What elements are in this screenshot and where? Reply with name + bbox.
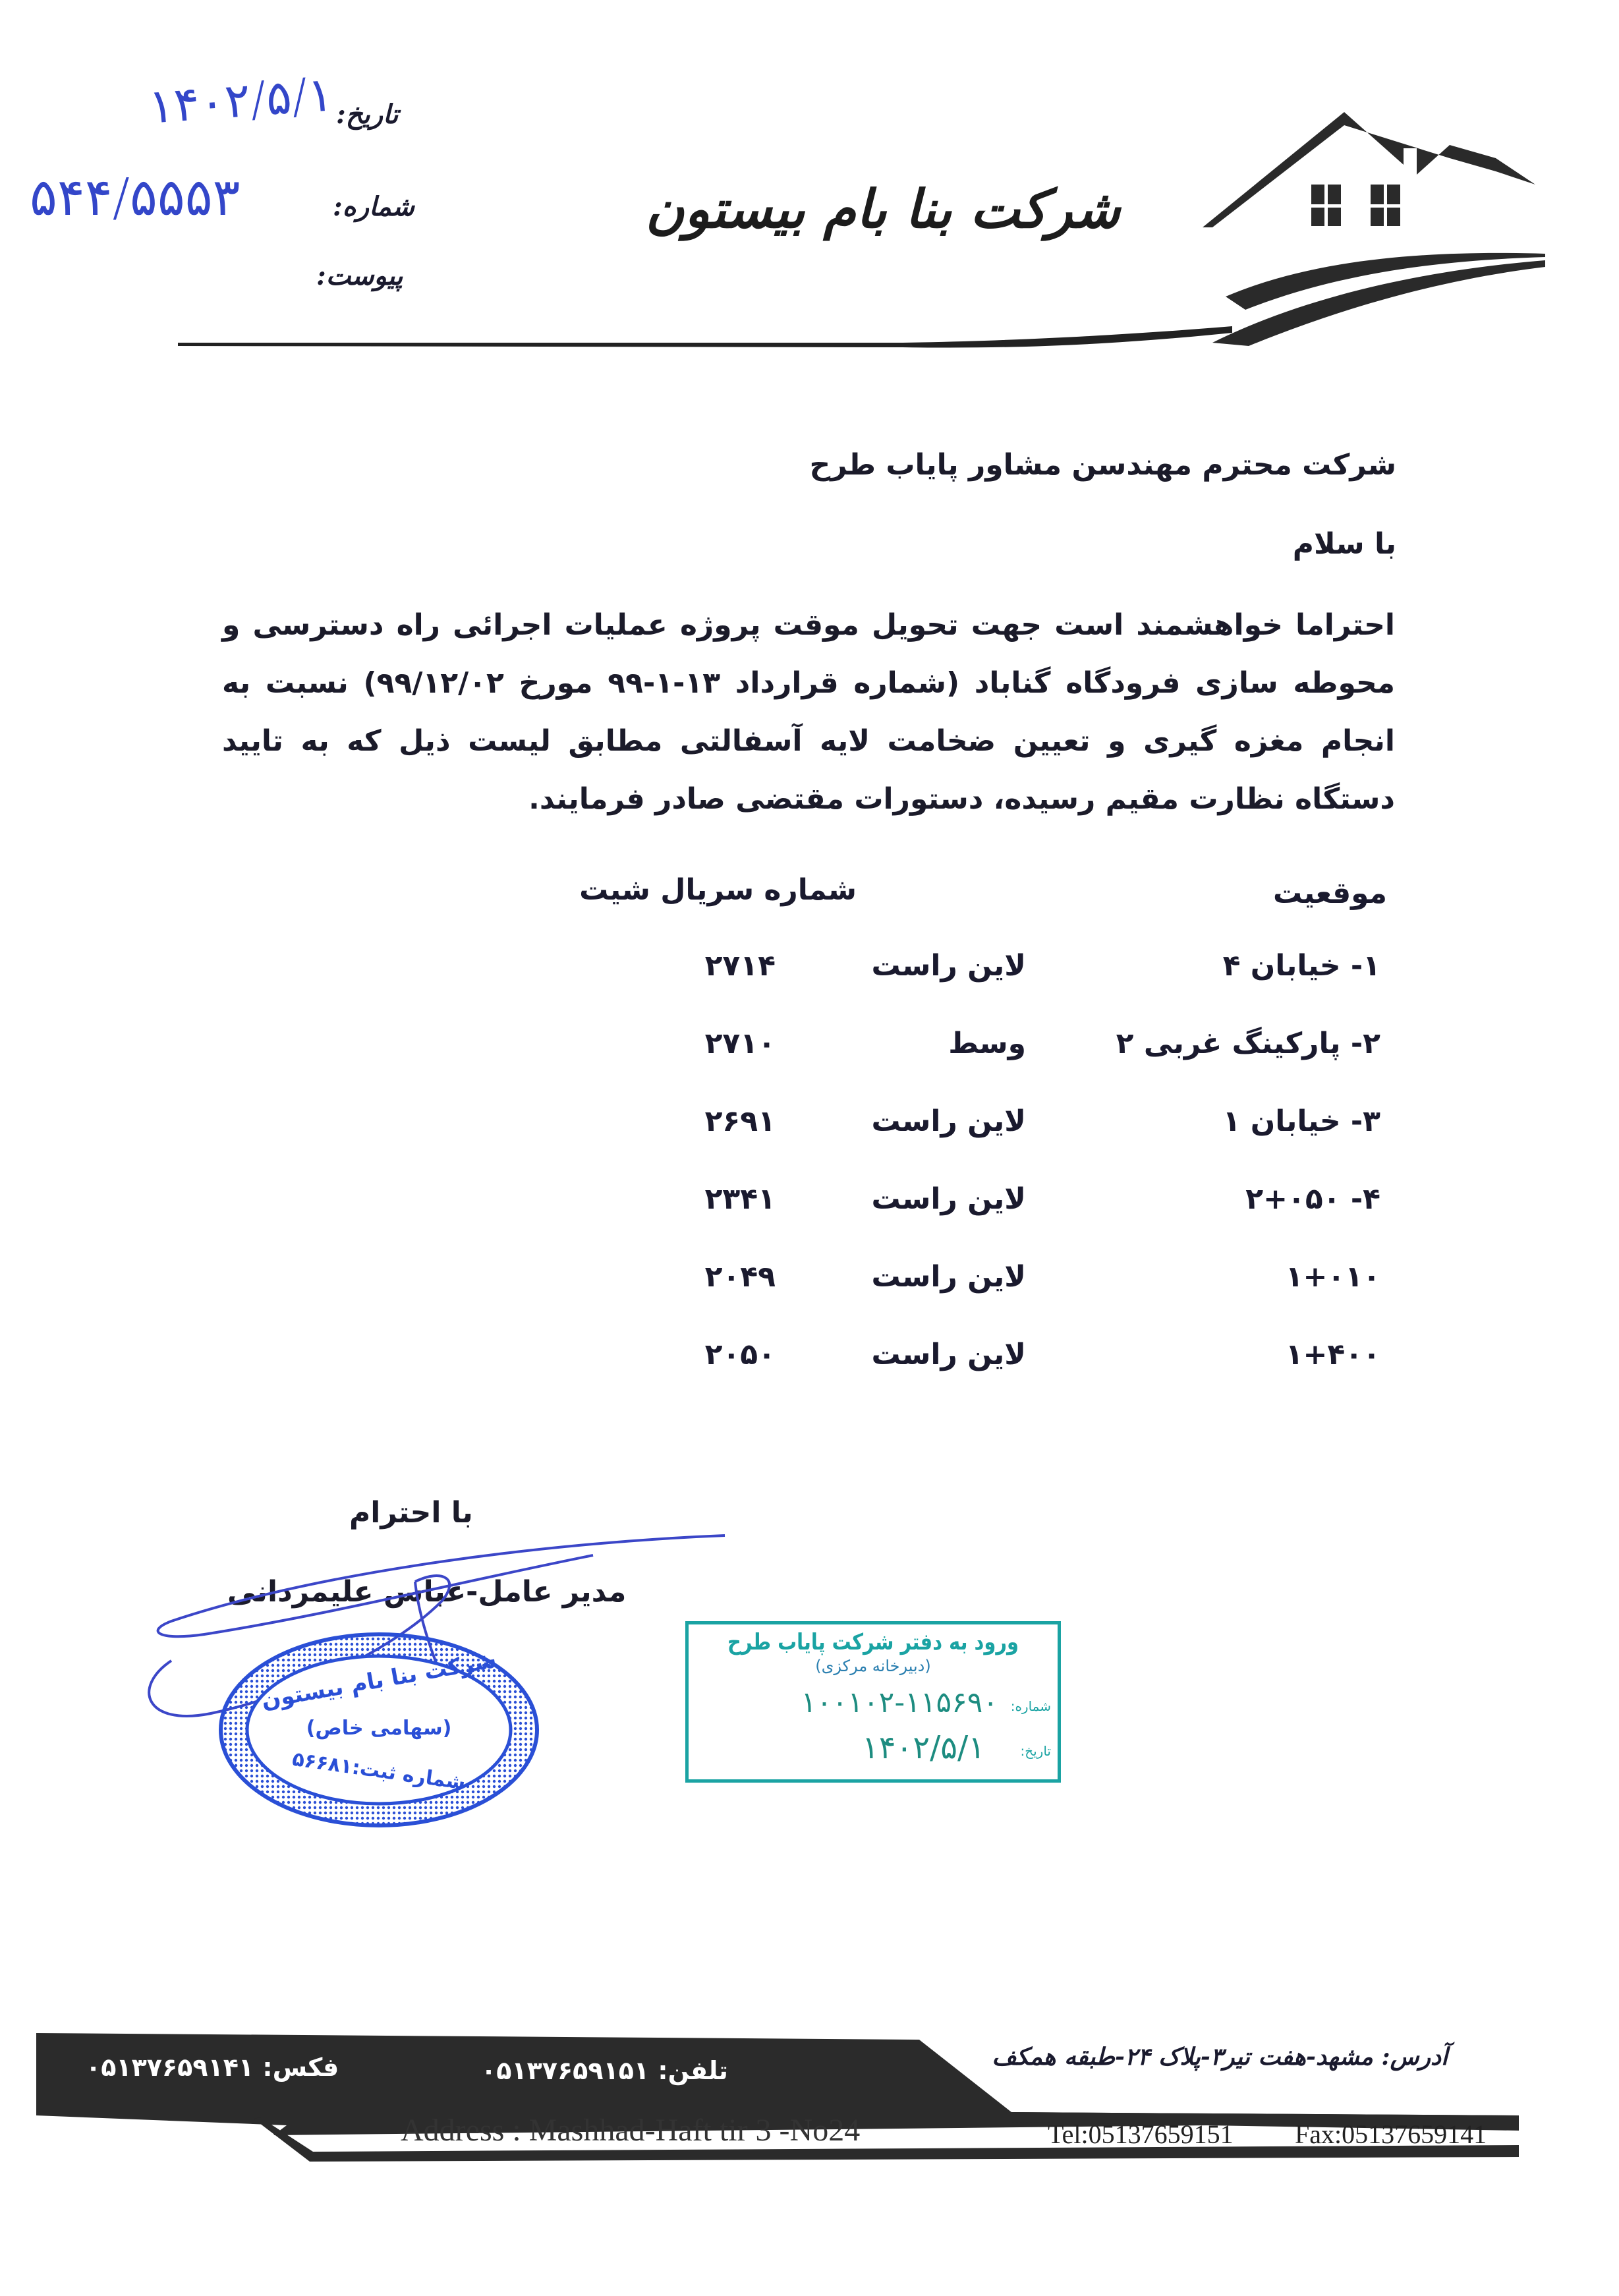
attachment-label: پیوست: (316, 260, 403, 291)
number-label: شماره: (333, 191, 414, 222)
letter-body: احتراما خواهشمند است جهت تحویل موقت پروژه عملیات اجرائی راه دسترسی و محوطه سازی فرودگاه گناباد (شماره قرارداد ۱۳-۱-۹۹ مورخ ۹۹/۱۲/۰۲) نسبت به انجام مغزه گیری و تعیین ضخامت لایه آسفالتی مطابق لیست ذیل که به تایید دستگاه نظارت مقیم رسیده، دستورات مقتضی صادر فرمایند. (222, 608, 1396, 816)
closing-regards: با احترام (349, 1496, 473, 1530)
table-row (0, 1105, 1619, 1182)
row-serial: ۲۰۴۹ (704, 1260, 776, 1294)
row-lane: لاین راست (871, 1260, 1026, 1294)
row-lane: لاین راست (871, 1338, 1026, 1371)
receipt-date-value: ۱۴۰۲/۵/۱ (861, 1729, 985, 1766)
row-lane: لاین راست (871, 1105, 1026, 1138)
row-location: ۲- پارکینگ غربی ۲ (1116, 1027, 1380, 1060)
header-serial: شماره سریال شیت (579, 873, 857, 907)
row-location: ۱+۰۱۰ (1285, 1260, 1380, 1294)
header-divider (178, 326, 1232, 353)
row-serial: ۲۷۱۰ (704, 1027, 776, 1060)
footer-address-fa: آدرس: مشهد-هفت تیر۳-پلاک ۲۴-طبقه همکف (992, 2043, 1448, 2071)
handwritten-number: ۵۴۴/۵۵۵۳ (30, 168, 241, 227)
company-logo-text: شرکت بنا بام بیستون (645, 178, 1120, 240)
receipt-stamp-title: ورود به دفتر شرکت پایاب طرح (727, 1629, 1019, 1655)
row-location: ۱+۴۰۰ (1285, 1338, 1380, 1371)
receipt-stamp-subtitle: (دبیرخانه مرکزی) (815, 1657, 931, 1675)
row-lane: وسط (948, 1027, 1026, 1060)
receipt-number-value: ۱۰۰۱۰۲-۱۱۵۶۹۰ (801, 1686, 998, 1719)
recipient: شرکت محترم مهندسن مشاور پایاب طرح (809, 448, 1396, 482)
table-row (0, 1338, 1619, 1416)
header-location: موقعیت (1272, 876, 1387, 910)
receipt-stamp (685, 1621, 1061, 1783)
stamp-registration: شماره ثبت:۵۶۶۸۱ (291, 1747, 467, 1795)
row-location: ۱- خیابان ۴ (1222, 949, 1380, 983)
footer-fax-en: Fax:05137659141 (1295, 2119, 1487, 2149)
handwritten-date: ۱۴۰۲/۵/۱ (146, 66, 335, 134)
row-serial: ۲۰۵۰ (704, 1338, 776, 1371)
row-serial: ۲۷۱۴ (704, 949, 776, 983)
house-road-logo (1186, 99, 1555, 356)
greeting: با سلام (1292, 527, 1396, 561)
footer-fax-fa: فکس: ۰۵۱۳۷۶۵۹۱۴۱ (86, 2053, 339, 2082)
table-rows (0, 949, 1619, 1416)
row-lane: لاین راست (871, 949, 1026, 983)
receipt-date-label: تاریخ: (1020, 1743, 1051, 1759)
stamp-company-name: شرکت بنا بام بیستون (259, 1646, 499, 1715)
footer-address-en: Address : Mashhad-Haft tir 3 -No24 (401, 2113, 861, 2148)
signer-name: مدیر عامل-عباس علیمردانی (227, 1575, 627, 1609)
row-lane: لاین راست (871, 1182, 1026, 1216)
table-row (0, 1260, 1619, 1338)
company-stamp (217, 1631, 540, 1829)
footer-phone-fa: تلفن: ۰۵۱۳۷۶۵۹۱۵۱ (481, 2056, 728, 2085)
stamp-company-type: (سهامی خاص) (306, 1717, 452, 1740)
table-row (0, 1027, 1619, 1105)
footer-tel-en: Tel:05137659151 (1048, 2119, 1234, 2149)
table-row (0, 1182, 1619, 1260)
table-row (0, 949, 1619, 1027)
receipt-number-label: شماره: (1010, 1698, 1051, 1714)
row-location: ۳- خیابان ۱ (1222, 1105, 1380, 1138)
row-location: ۴- ۲+۰۵۰ (1245, 1182, 1380, 1216)
row-serial: ۲۶۹۱ (704, 1105, 776, 1138)
row-serial: ۲۳۴۱ (704, 1182, 776, 1216)
date-label: تاریخ: (336, 99, 399, 130)
